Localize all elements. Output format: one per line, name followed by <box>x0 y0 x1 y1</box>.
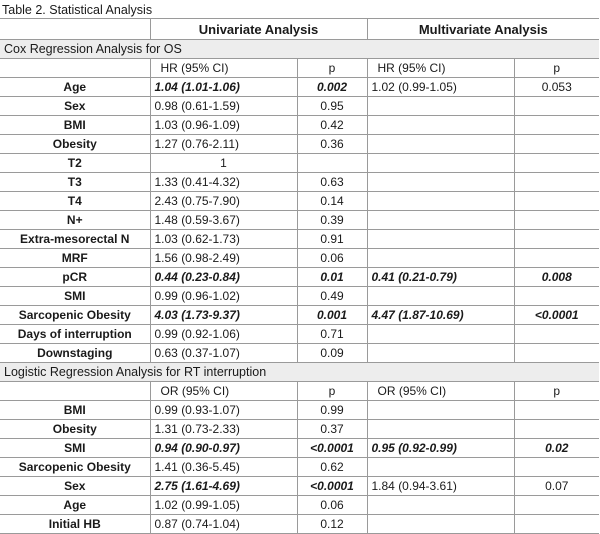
uni-p-cell-text: 0.91 <box>320 231 344 246</box>
uni-estimate-cell <box>150 287 297 306</box>
uni-estimate-cell <box>150 420 297 439</box>
uni-p-cell <box>297 154 367 173</box>
uni-p-header-text: p <box>328 60 336 75</box>
section-title-text: Cox Regression Analysis for OS <box>4 41 182 56</box>
table-row <box>0 173 599 192</box>
multi-p-cell-text: 0.053 <box>541 79 572 94</box>
table-row <box>0 135 599 154</box>
multi-estimate-cell <box>367 515 514 534</box>
table-row <box>0 458 599 477</box>
variable-label-text: T3 <box>67 174 82 189</box>
uni-p-cell <box>297 496 367 515</box>
multi-p-cell <box>514 116 599 135</box>
uni-p-cell <box>297 458 367 477</box>
variable-label-text: Age <box>63 497 87 512</box>
variable-label-text: Obesity <box>52 136 97 151</box>
uni-estimate-cell-text: 1.48 (0.59-3.67) <box>154 212 240 227</box>
sub-header-row <box>0 59 599 78</box>
variable-label <box>0 173 150 192</box>
variable-label <box>0 439 150 458</box>
uni-p-cell-text: 0.06 <box>320 250 344 265</box>
uni-estimate-cell <box>150 268 297 287</box>
section-title <box>0 40 599 59</box>
section-title-row <box>0 40 599 59</box>
uni-estimate-header-text: OR (95% CI) <box>160 383 230 398</box>
multi-estimate-cell-text: 1.02 (0.99-1.05) <box>371 79 457 94</box>
section-title <box>0 363 599 382</box>
variable-label <box>0 306 150 325</box>
uni-estimate-cell-text: 0.87 (0.74-1.04) <box>154 516 240 531</box>
variable-label <box>0 249 150 268</box>
multi-estimate-cell <box>367 116 514 135</box>
uni-p-cell <box>297 325 367 344</box>
row-label-header <box>0 19 150 40</box>
uni-estimate-cell <box>150 230 297 249</box>
uni-estimate-cell <box>150 325 297 344</box>
uni-p-cell <box>297 249 367 268</box>
uni-p-cell <box>297 515 367 534</box>
multi-estimate-cell-text: 4.47 (1.87-10.69) <box>371 307 464 322</box>
uni-estimate-cell-text: 1 <box>220 155 227 170</box>
uni-p-header <box>297 382 367 401</box>
uni-estimate-cell-text: 0.44 (0.23-0.84) <box>154 269 240 284</box>
variable-label <box>0 268 150 287</box>
multi-p-header <box>514 59 599 78</box>
uni-p-cell <box>297 230 367 249</box>
multi-estimate-header-text: HR (95% CI) <box>377 60 446 75</box>
table-row <box>0 306 599 325</box>
multi-estimate-cell <box>367 344 514 363</box>
uni-estimate-cell <box>150 135 297 154</box>
variable-label <box>0 458 150 477</box>
uni-p-cell <box>297 211 367 230</box>
uni-p-cell-text: 0.99 <box>320 402 344 417</box>
multi-p-cell <box>514 306 599 325</box>
uni-estimate-cell <box>150 97 297 116</box>
uni-p-cell-text: 0.001 <box>316 307 348 322</box>
variable-label-text: Initial HB <box>48 516 101 531</box>
uni-p-header <box>297 59 367 78</box>
uni-estimate-cell <box>150 116 297 135</box>
table-row <box>0 154 599 173</box>
multi-estimate-cell <box>367 97 514 116</box>
multi-estimate-cell <box>367 458 514 477</box>
uni-p-cell <box>297 306 367 325</box>
variable-label-text: Obesity <box>52 421 97 436</box>
uni-estimate-header <box>150 59 297 78</box>
uni-estimate-header <box>150 382 297 401</box>
multi-estimate-cell <box>367 496 514 515</box>
uni-estimate-cell-text: 1.03 (0.62-1.73) <box>154 231 240 246</box>
multi-estimate-cell <box>367 268 514 287</box>
table-row <box>0 439 599 458</box>
table-row <box>0 344 599 363</box>
variable-label <box>0 116 150 135</box>
variable-label-text: pCR <box>62 269 88 284</box>
uni-estimate-cell-text: 0.63 (0.37-1.07) <box>154 345 240 360</box>
multi-estimate-cell <box>367 477 514 496</box>
uni-estimate-cell <box>150 401 297 420</box>
variable-label <box>0 230 150 249</box>
multi-estimate-cell <box>367 287 514 306</box>
variable-label-text: BMI <box>63 117 86 132</box>
multi-p-cell <box>514 135 599 154</box>
table-row <box>0 401 599 420</box>
uni-p-header-text: p <box>328 383 336 398</box>
variable-label-text: SMI <box>64 440 86 455</box>
multi-p-cell <box>514 211 599 230</box>
uni-p-cell <box>297 135 367 154</box>
multi-p-cell <box>514 268 599 287</box>
uni-p-cell <box>297 401 367 420</box>
multi-estimate-cell <box>367 211 514 230</box>
table-row <box>0 477 599 496</box>
uni-p-cell-text: <0.0001 <box>310 440 354 455</box>
multi-estimate-cell <box>367 78 514 97</box>
uni-estimate-cell-text: 1.03 (0.96-1.09) <box>154 117 240 132</box>
table-caption: Table 2. Statistical Analysis <box>2 3 153 17</box>
variable-label-text: MRF <box>61 250 88 265</box>
variable-label <box>0 135 150 154</box>
table-row <box>0 78 599 97</box>
multi-p-header-text: p <box>553 383 561 398</box>
uni-estimate-cell-text: 1.41 (0.36-5.45) <box>154 459 240 474</box>
uni-p-cell-text: 0.12 <box>320 516 344 531</box>
variable-label <box>0 515 150 534</box>
uni-estimate-cell-text: 1.04 (1.01-1.06) <box>154 79 240 94</box>
uni-estimate-cell <box>150 496 297 515</box>
variable-label-text: SMI <box>64 288 86 303</box>
uni-p-cell <box>297 287 367 306</box>
uni-p-cell <box>297 78 367 97</box>
variable-label-text: BMI <box>63 402 86 417</box>
uni-estimate-cell-text: 1.31 (0.73-2.33) <box>154 421 240 436</box>
uni-estimate-cell-text: 2.75 (1.61-4.69) <box>154 478 240 493</box>
uni-estimate-cell <box>150 173 297 192</box>
uni-estimate-cell-text: 1.02 (0.99-1.05) <box>154 497 240 512</box>
uni-p-cell-text: 0.36 <box>320 136 344 151</box>
uni-p-cell-text: 0.49 <box>320 288 344 303</box>
uni-p-cell <box>297 477 367 496</box>
multi-p-cell <box>514 287 599 306</box>
uni-estimate-cell <box>150 515 297 534</box>
variable-label-text: T2 <box>67 155 82 170</box>
table-row <box>0 230 599 249</box>
variable-label-text: Days of interruption <box>17 326 132 341</box>
multi-p-cell-text: 0.008 <box>541 269 572 284</box>
uni-estimate-cell <box>150 249 297 268</box>
table-row <box>0 496 599 515</box>
multi-estimate-cell <box>367 135 514 154</box>
multi-estimate-cell <box>367 230 514 249</box>
variable-label <box>0 287 150 306</box>
univariate-header: Univariate Analysis <box>150 19 367 40</box>
uni-p-cell-text: 0.62 <box>320 459 344 474</box>
uni-p-cell-text: 0.42 <box>320 117 344 132</box>
multi-p-cell <box>514 249 599 268</box>
variable-label-text: Sex <box>64 98 86 113</box>
variable-label <box>0 97 150 116</box>
variable-label <box>0 325 150 344</box>
table-row <box>0 515 599 534</box>
multi-p-cell <box>514 192 599 211</box>
multi-estimate-cell <box>367 154 514 173</box>
multi-p-cell <box>514 344 599 363</box>
multi-p-cell <box>514 97 599 116</box>
table-row <box>0 268 599 287</box>
uni-estimate-cell-text: 0.99 (0.96-1.02) <box>154 288 240 303</box>
multi-estimate-cell <box>367 173 514 192</box>
uni-p-cell <box>297 192 367 211</box>
variable-label <box>0 496 150 515</box>
multi-estimate-cell <box>367 401 514 420</box>
table-row <box>0 325 599 344</box>
uni-estimate-cell <box>150 439 297 458</box>
uni-estimate-cell <box>150 458 297 477</box>
multi-p-cell <box>514 477 599 496</box>
variable-label <box>0 401 150 420</box>
uni-p-cell-text: <0.0001 <box>310 478 354 493</box>
variable-label-text: Age <box>63 79 87 94</box>
uni-estimate-cell <box>150 306 297 325</box>
multi-p-cell <box>514 78 599 97</box>
variable-label-text: Sex <box>64 478 86 493</box>
multi-estimate-cell-text: 1.84 (0.94-3.61) <box>371 478 457 493</box>
uni-p-cell <box>297 439 367 458</box>
multi-p-cell <box>514 496 599 515</box>
variable-label-text: N+ <box>66 212 83 227</box>
uni-p-cell-text: 0.39 <box>320 212 344 227</box>
variable-label-text: Extra-mesorectal N <box>20 231 130 246</box>
table-row <box>0 249 599 268</box>
table-row <box>0 192 599 211</box>
multi-p-cell <box>514 515 599 534</box>
multi-estimate-header <box>367 382 514 401</box>
variable-label-text: Downstaging <box>37 345 113 360</box>
variable-label <box>0 154 150 173</box>
variable-label-text: T4 <box>67 193 82 208</box>
uni-estimate-cell-text: 0.94 (0.90-0.97) <box>154 440 240 455</box>
multi-estimate-cell <box>367 192 514 211</box>
section-title-row <box>0 363 599 382</box>
multi-estimate-cell-text: 0.95 (0.92-0.99) <box>371 440 457 455</box>
uni-p-cell-text: 0.95 <box>320 98 344 113</box>
multivariate-header: Multivariate Analysis <box>367 19 599 40</box>
multi-estimate-header-text: OR (95% CI) <box>377 383 447 398</box>
sub-header-blank <box>0 59 150 78</box>
variable-label <box>0 192 150 211</box>
multi-estimate-cell <box>367 439 514 458</box>
uni-p-cell-text: 0.01 <box>320 269 344 284</box>
table-row <box>0 116 599 135</box>
uni-p-cell-text: 0.63 <box>320 174 344 189</box>
uni-p-cell-text: 0.06 <box>320 497 344 512</box>
table-row <box>0 287 599 306</box>
multi-estimate-cell <box>367 249 514 268</box>
multi-p-cell-text: 0.02 <box>545 440 569 455</box>
variable-label <box>0 477 150 496</box>
multi-p-cell <box>514 230 599 249</box>
uni-estimate-header-text: HR (95% CI) <box>160 60 229 75</box>
table-row <box>0 420 599 439</box>
multi-p-header <box>514 382 599 401</box>
multi-estimate-cell <box>367 306 514 325</box>
uni-estimate-cell <box>150 344 297 363</box>
multi-p-cell <box>514 173 599 192</box>
uni-estimate-cell-text: 0.99 (0.92-1.06) <box>154 326 240 341</box>
uni-p-cell-text: 0.14 <box>320 193 344 208</box>
variable-label-text: Sarcopenic Obesity <box>18 459 131 474</box>
multi-estimate-cell <box>367 325 514 344</box>
multi-p-cell <box>514 458 599 477</box>
multi-p-header-text: p <box>553 60 561 75</box>
variable-label <box>0 344 150 363</box>
uni-estimate-cell-text: 4.03 (1.73-9.37) <box>154 307 240 322</box>
uni-estimate-cell-text: 0.99 (0.93-1.07) <box>154 402 240 417</box>
uni-estimate-cell-text: 0.98 (0.61-1.59) <box>154 98 240 113</box>
variable-label-text: Sarcopenic Obesity <box>18 307 131 322</box>
table-row <box>0 97 599 116</box>
variable-label <box>0 211 150 230</box>
uni-estimate-cell-text: 1.27 (0.76-2.11) <box>154 136 239 151</box>
multi-p-cell <box>514 154 599 173</box>
uni-p-cell <box>297 268 367 287</box>
sub-header-row <box>0 382 599 401</box>
uni-estimate-cell-text: 1.33 (0.41-4.32) <box>154 174 240 189</box>
multi-p-cell <box>514 439 599 458</box>
multi-estimate-cell-text: 0.41 (0.21-0.79) <box>371 269 457 284</box>
section-title-text: Logistic Regression Analysis for RT interruption <box>4 364 267 379</box>
variable-label <box>0 78 150 97</box>
variable-label <box>0 420 150 439</box>
multi-estimate-header <box>367 59 514 78</box>
uni-estimate-cell <box>150 211 297 230</box>
column-group-header-row <box>0 19 599 40</box>
table-body <box>0 40 599 534</box>
table-row <box>0 211 599 230</box>
multi-p-cell-text: 0.07 <box>545 478 569 493</box>
multi-p-cell <box>514 420 599 439</box>
uni-estimate-cell <box>150 477 297 496</box>
statistical-analysis-table <box>0 18 599 534</box>
uni-estimate-cell-text: 1.56 (0.98-2.49) <box>154 250 240 265</box>
uni-estimate-cell <box>150 78 297 97</box>
uni-estimate-cell <box>150 154 297 173</box>
multi-p-cell-text: <0.0001 <box>534 307 579 322</box>
multi-estimate-cell <box>367 420 514 439</box>
uni-p-cell <box>297 173 367 192</box>
uni-estimate-cell <box>150 192 297 211</box>
multi-p-cell <box>514 325 599 344</box>
uni-p-cell <box>297 116 367 135</box>
uni-p-cell <box>297 344 367 363</box>
uni-p-cell-text: 0.002 <box>316 79 348 94</box>
sub-header-blank <box>0 382 150 401</box>
uni-p-cell-text: 0.37 <box>320 421 344 436</box>
uni-p-cell-text: 0.09 <box>320 345 344 360</box>
multi-p-cell <box>514 401 599 420</box>
uni-estimate-cell-text: 2.43 (0.75-7.90) <box>154 193 240 208</box>
uni-p-cell <box>297 420 367 439</box>
uni-p-cell <box>297 97 367 116</box>
uni-p-cell-text: 0.71 <box>320 326 344 341</box>
